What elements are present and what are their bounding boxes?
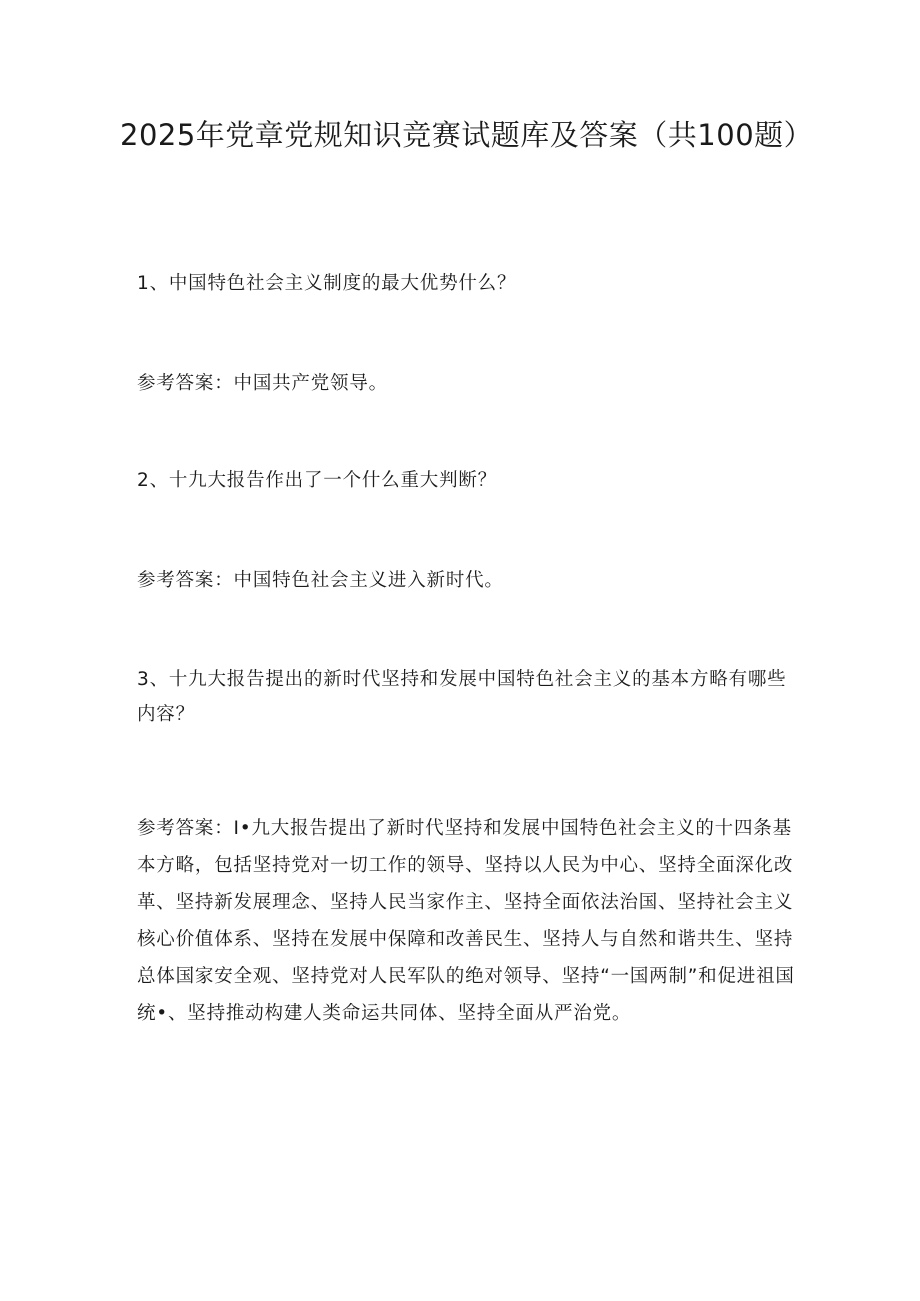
question-2 (137, 463, 797, 498)
question-1 (137, 266, 797, 301)
question-text: 十九大报告作出了一个什么重大判断？ (168, 470, 497, 491)
answer-label: 参考答案： (137, 818, 234, 839)
answer-2 (137, 563, 797, 598)
question-text: 中国特色社会主义制度的最大优势什么？ (168, 273, 517, 294)
question-number: 2、 (137, 470, 169, 491)
question-3 (137, 662, 797, 732)
document-title: 2025年党章党规知识竞赛试题库及答案（共100题） (120, 118, 814, 152)
answer-text: 中国共产党领导。 (233, 373, 388, 394)
question-number: 1、 (137, 273, 169, 294)
answer-3 (137, 810, 797, 1032)
answer-text: 中国特色社会主义进入新时代。 (233, 570, 504, 591)
question-text: 十九大报告提出的新时代坚持和发展中国特色社会主义的基本方略有哪些内容？ (137, 669, 787, 725)
answer-label: 参考答案： (137, 570, 234, 591)
answer-label: 参考答案： (137, 373, 234, 394)
question-number: 3、 (137, 669, 169, 690)
answer-1 (137, 366, 797, 401)
answer-text: I•九大报告提出了新时代坚持和发展中国特色社会主义的十四条基本方略，包括坚持党对一切工作的领导、坚持以人民为中心、坚持全面深化改革、坚持新发展理念、坚持人民当家作主、坚持全面依法治国、坚持社会主义核心价值体系、坚持在发展中保障和改善民生、坚持人与自然和谐共生、坚持总体国家安全观、坚持党对人民军队的绝对领导、坚持“一国两制”和促进祖国统•、坚持推动构建人类命运共同体、坚持全面从严治党。 (137, 818, 795, 1024)
